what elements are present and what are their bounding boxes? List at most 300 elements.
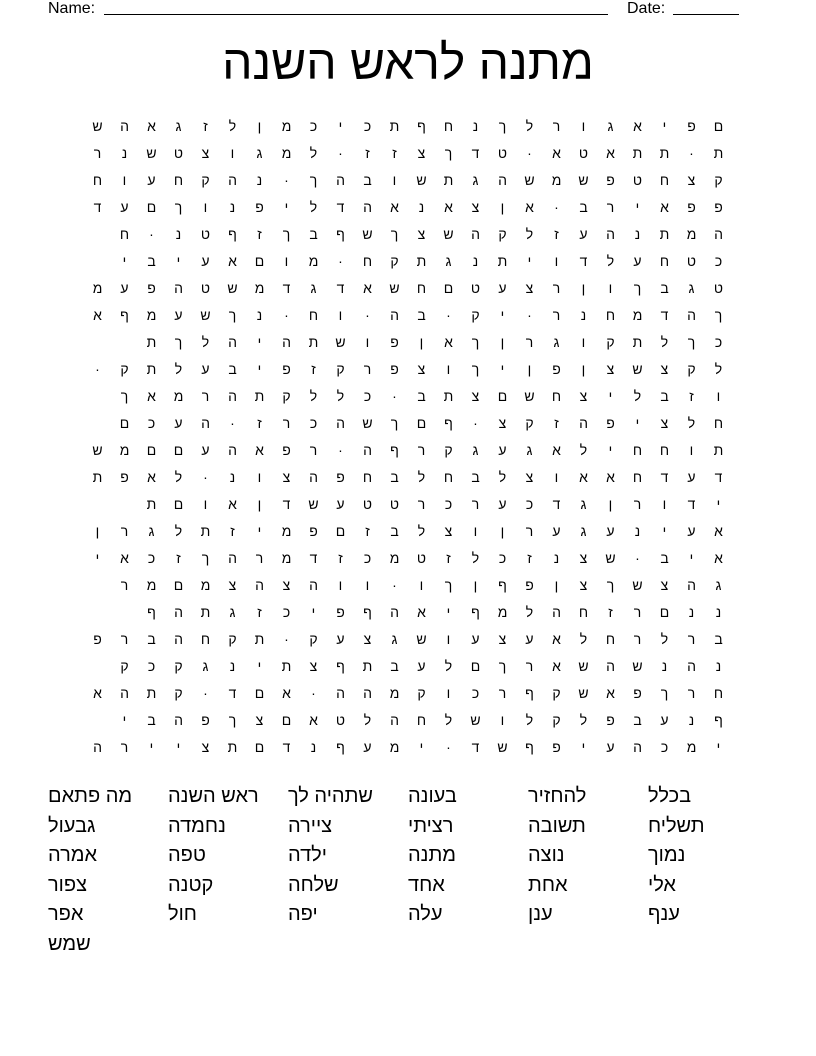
grid-letter[interactable]: ף [390,442,399,458]
grid-letter[interactable]: ר [201,388,210,404]
grid-letter[interactable]: ד [309,550,318,566]
grid-letter[interactable]: א [714,523,723,539]
grid-letter[interactable]: ך [309,172,318,188]
grid-letter[interactable]: צ [471,199,480,215]
grid-letter[interactable]: ב [660,280,669,296]
grid-letter[interactable]: ך [120,388,129,404]
grid-letter[interactable]: מ [686,739,697,755]
grid-letter[interactable]: מ [119,442,130,458]
grid-letter[interactable]: ה [228,334,237,350]
grid-letter[interactable]: ל [498,469,507,485]
grid-letter[interactable]: נ [472,118,479,134]
grid-letter[interactable]: ח [119,226,130,242]
grid-letter[interactable]: ט [200,226,211,242]
grid-letter[interactable]: ש [362,226,373,242]
grid-letter[interactable]: ר [525,334,534,350]
grid-letter[interactable]: י [635,415,640,431]
grid-letter[interactable]: נ [229,658,236,674]
grid-letter[interactable]: ק [120,658,129,674]
grid-letter[interactable]: · [446,307,451,323]
grid-letter[interactable]: ה [687,658,696,674]
grid-letter[interactable]: ף [471,604,480,620]
grid-letter[interactable]: צ [363,631,372,647]
grid-letter[interactable]: א [228,496,237,512]
grid-letter[interactable]: י [122,712,127,728]
grid-letter[interactable]: ח [362,253,373,269]
grid-letter[interactable]: ה [390,712,399,728]
grid-letter[interactable]: ב [471,469,480,485]
grid-letter[interactable]: ל [201,334,210,350]
grid-letter[interactable]: י [716,739,721,755]
grid-letter[interactable]: ח [416,280,427,296]
grid-letter[interactable]: ש [578,685,589,701]
grid-letter[interactable]: ן [527,361,532,377]
grid-letter[interactable]: פ [633,685,642,701]
grid-letter[interactable]: ח [443,469,454,485]
grid-letter[interactable]: א [552,631,561,647]
grid-letter[interactable]: ר [417,496,426,512]
grid-letter[interactable]: ת [200,604,211,620]
grid-letter[interactable]: ה [120,118,129,134]
grid-letter[interactable]: צ [660,415,669,431]
grid-letter[interactable]: ו [500,712,505,728]
grid-letter[interactable]: נ [121,145,128,161]
grid-letter[interactable]: ם [659,604,670,620]
grid-letter[interactable]: ק [552,712,561,728]
grid-letter[interactable]: נ [553,550,560,566]
grid-letter[interactable]: כ [714,334,723,350]
grid-letter[interactable]: · [392,388,397,404]
grid-letter[interactable]: ק [525,415,534,431]
grid-letter[interactable]: י [689,550,694,566]
grid-letter[interactable]: ם [713,118,724,134]
grid-letter[interactable]: ר [120,577,129,593]
grid-letter[interactable]: ש [146,145,157,161]
grid-letter[interactable]: ו [446,685,451,701]
grid-letter[interactable]: מ [389,685,400,701]
grid-letter[interactable]: · [635,550,640,566]
grid-letter[interactable]: ד [93,199,102,215]
grid-letter[interactable]: ל [309,388,318,404]
grid-letter[interactable]: ט [416,550,427,566]
grid-letter[interactable]: ש [524,172,535,188]
grid-letter[interactable]: ה [174,280,183,296]
grid-letter[interactable]: ך [228,307,237,323]
grid-letter[interactable]: א [444,199,453,215]
grid-letter[interactable]: ז [554,226,559,242]
grid-letter[interactable]: ד [228,685,237,701]
grid-letter[interactable]: ג [688,280,695,296]
grid-letter[interactable]: ע [201,442,210,458]
grid-letter[interactable]: צ [201,145,210,161]
grid-letter[interactable]: · [284,172,289,188]
grid-letter[interactable]: ט [362,496,373,512]
grid-letter[interactable]: ד [282,280,291,296]
grid-letter[interactable]: ז [554,415,559,431]
grid-letter[interactable]: ל [228,118,237,134]
grid-letter[interactable]: ם [254,739,265,755]
grid-letter[interactable]: י [257,523,262,539]
grid-letter[interactable]: ב [417,388,426,404]
grid-letter[interactable]: פ [336,469,345,485]
grid-letter[interactable]: נ [634,226,641,242]
grid-letter[interactable]: ו [554,469,559,485]
grid-letter[interactable]: א [147,388,156,404]
grid-letter[interactable]: ן [608,496,613,512]
grid-letter[interactable]: ז [338,550,343,566]
grid-letter[interactable]: ח [713,685,724,701]
grid-letter[interactable]: מ [92,280,103,296]
grid-letter[interactable]: מ [254,280,265,296]
grid-letter[interactable]: ם [281,712,292,728]
grid-letter[interactable]: ב [390,523,399,539]
grid-letter[interactable]: ל [525,604,534,620]
grid-letter[interactable]: ף [444,415,453,431]
grid-letter[interactable]: ו [716,388,721,404]
grid-letter[interactable]: י [95,550,100,566]
grid-letter[interactable]: ר [525,658,534,674]
grid-letter[interactable]: כ [714,253,723,269]
grid-letter[interactable]: ר [120,739,129,755]
grid-letter[interactable]: ח [713,415,724,431]
grid-letter[interactable]: ה [552,604,561,620]
grid-letter[interactable]: ו [284,253,289,269]
grid-letter[interactable]: כ [363,550,372,566]
grid-letter[interactable]: ק [201,172,210,188]
grid-letter[interactable]: ג [229,604,236,620]
grid-letter[interactable]: ה [336,172,345,188]
grid-letter[interactable]: ה [228,550,237,566]
grid-letter[interactable]: י [176,253,181,269]
grid-letter[interactable]: ם [173,496,184,512]
grid-letter[interactable]: ך [228,712,237,728]
grid-letter[interactable]: ק [309,631,318,647]
grid-letter[interactable]: א [390,199,399,215]
grid-letter[interactable]: פ [93,631,102,647]
grid-letter[interactable]: ב [228,361,237,377]
grid-letter[interactable]: ג [148,523,155,539]
grid-letter[interactable]: ע [633,253,642,269]
grid-letter[interactable]: א [120,550,129,566]
grid-letter[interactable]: ף [498,577,507,593]
grid-letter[interactable]: ט [200,280,211,296]
grid-letter[interactable]: · [203,469,208,485]
grid-letter[interactable]: ל [579,631,588,647]
grid-letter[interactable]: ה [174,712,183,728]
grid-letter[interactable]: פ [552,361,561,377]
grid-letter[interactable]: כ [444,496,453,512]
grid-letter[interactable]: ט [389,496,400,512]
grid-letter[interactable]: צ [201,739,210,755]
grid-letter[interactable]: ם [443,280,454,296]
grid-letter[interactable]: ש [632,658,643,674]
grid-letter[interactable]: א [525,199,534,215]
grid-letter[interactable]: ת [227,739,238,755]
grid-letter[interactable]: צ [417,226,426,242]
grid-letter[interactable]: ע [606,523,615,539]
grid-letter[interactable]: · [365,307,370,323]
grid-letter[interactable]: ז [176,550,181,566]
grid-letter[interactable]: י [662,523,667,539]
grid-letter[interactable]: ך [174,199,183,215]
grid-letter[interactable]: ז [365,523,370,539]
grid-letter[interactable]: ג [175,118,182,134]
grid-letter[interactable]: ק [282,388,291,404]
grid-letter[interactable]: צ [282,577,291,593]
grid-letter[interactable]: ה [282,334,291,350]
grid-letter[interactable]: א [93,307,102,323]
grid-letter[interactable]: ע [471,631,480,647]
grid-letter[interactable]: כ [309,118,318,134]
grid-letter[interactable]: ג [445,253,452,269]
grid-letter[interactable]: ע [687,523,696,539]
grid-letter[interactable]: ך [498,118,507,134]
grid-letter[interactable]: י [500,361,505,377]
grid-letter[interactable]: ק [390,253,399,269]
grid-letter[interactable]: נ [580,307,587,323]
grid-letter[interactable]: ק [606,334,615,350]
grid-letter[interactable]: ל [444,658,453,674]
grid-letter[interactable]: ג [391,631,398,647]
grid-letter[interactable]: ר [471,496,480,512]
grid-letter[interactable]: ח [659,172,670,188]
grid-letter[interactable]: ו [203,199,208,215]
grid-letter[interactable]: צ [255,712,264,728]
grid-letter[interactable]: ן [554,577,559,593]
grid-letter[interactable]: ט [578,145,589,161]
grid-letter[interactable]: ה [336,415,345,431]
grid-letter[interactable]: א [147,118,156,134]
grid-letter[interactable]: · [689,145,694,161]
grid-letter[interactable]: כ [147,415,156,431]
grid-letter[interactable]: א [282,685,291,701]
grid-letter[interactable]: נ [229,469,236,485]
grid-letter[interactable]: ר [687,631,696,647]
grid-letter[interactable]: ך [282,226,291,242]
grid-letter[interactable]: צ [417,361,426,377]
grid-letter[interactable]: צ [525,469,534,485]
grid-letter[interactable]: ג [715,577,722,593]
grid-letter[interactable]: צ [606,361,615,377]
grid-letter[interactable]: ח [659,442,670,458]
grid-letter[interactable]: מ [281,145,292,161]
grid-letter[interactable]: ש [416,172,427,188]
grid-letter[interactable]: ע [606,739,615,755]
grid-letter[interactable]: ר [687,685,696,701]
grid-letter[interactable]: ש [497,739,508,755]
grid-letter[interactable]: צ [660,577,669,593]
grid-letter[interactable]: י [257,361,262,377]
grid-letter[interactable]: ק [444,442,453,458]
grid-letter[interactable]: מ [146,577,157,593]
grid-letter[interactable]: פ [120,469,129,485]
grid-letter[interactable]: ד [714,469,723,485]
grid-letter[interactable]: ר [309,442,318,458]
grid-letter[interactable]: ר [525,523,534,539]
grid-letter[interactable]: ת [713,442,724,458]
grid-letter[interactable]: ע [120,280,129,296]
grid-letter[interactable]: · [203,685,208,701]
grid-letter[interactable]: א [606,685,615,701]
grid-letter[interactable]: מ [389,739,400,755]
name-field-line[interactable] [104,14,608,15]
grid-letter[interactable]: ת [146,361,157,377]
grid-letter[interactable]: ת [200,523,211,539]
grid-letter[interactable]: ף [336,226,345,242]
grid-letter[interactable]: ט [497,145,508,161]
grid-letter[interactable]: ג [472,172,479,188]
grid-letter[interactable]: ל [336,388,345,404]
grid-letter[interactable]: מ [389,550,400,566]
grid-letter[interactable]: ב [147,253,156,269]
grid-letter[interactable]: ת [659,145,670,161]
grid-letter[interactable]: ת [443,388,454,404]
grid-letter[interactable]: ר [633,631,642,647]
grid-letter[interactable]: ג [256,145,263,161]
grid-letter[interactable]: מ [686,226,697,242]
grid-letter[interactable]: פ [255,199,264,215]
grid-letter[interactable]: ג [202,658,209,674]
grid-letter[interactable]: ת [632,145,643,161]
grid-letter[interactable]: ם [254,685,265,701]
grid-letter[interactable]: ר [120,523,129,539]
grid-letter[interactable]: צ [687,172,696,188]
grid-letter[interactable]: ל [525,226,534,242]
grid-letter[interactable]: פ [282,361,291,377]
grid-letter[interactable]: ר [417,442,426,458]
grid-letter[interactable]: · [338,442,343,458]
grid-letter[interactable]: ה [390,307,399,323]
grid-letter[interactable]: צ [525,280,534,296]
grid-letter[interactable]: כ [363,388,372,404]
grid-letter[interactable]: פ [606,712,615,728]
grid-letter[interactable]: א [444,334,453,350]
grid-letter[interactable]: ל [525,712,534,728]
grid-letter[interactable]: כ [147,658,156,674]
grid-letter[interactable]: ז [689,388,694,404]
grid-letter[interactable]: נ [634,523,641,539]
grid-letter[interactable]: ה [309,469,318,485]
grid-letter[interactable]: ך [444,145,453,161]
grid-letter[interactable]: י [257,334,262,350]
grid-letter[interactable]: · [554,199,559,215]
grid-letter[interactable]: ע [147,172,156,188]
grid-letter[interactable]: ת [497,253,508,269]
grid-letter[interactable]: צ [579,577,588,593]
grid-letter[interactable]: צ [309,658,318,674]
grid-letter[interactable]: ח [632,469,643,485]
grid-letter[interactable]: · [284,631,289,647]
grid-letter[interactable]: ו [203,496,208,512]
grid-letter[interactable]: י [608,388,613,404]
grid-letter[interactable]: ח [632,442,643,458]
grid-letter[interactable]: ע [525,631,534,647]
grid-letter[interactable]: כ [282,604,291,620]
grid-letter[interactable]: צ [282,469,291,485]
grid-letter[interactable]: ף [336,658,345,674]
grid-letter[interactable]: ך [498,658,507,674]
grid-letter[interactable]: ע [498,496,507,512]
grid-letter[interactable]: ג [607,118,614,134]
grid-letter[interactable]: ש [389,280,400,296]
grid-letter[interactable]: ו [338,307,343,323]
grid-letter[interactable]: ה [579,415,588,431]
grid-letter[interactable]: ז [392,145,397,161]
grid-letter[interactable]: נ [256,307,263,323]
grid-letter[interactable]: י [284,199,289,215]
grid-letter[interactable]: צ [579,550,588,566]
grid-letter[interactable]: ק [174,658,183,674]
grid-letter[interactable]: ך [606,577,615,593]
grid-letter[interactable]: ק [687,361,696,377]
grid-letter[interactable]: נ [688,712,695,728]
grid-letter[interactable]: ך [390,226,399,242]
grid-letter[interactable]: ב [390,469,399,485]
grid-letter[interactable]: · [149,226,154,242]
grid-letter[interactable]: ך [444,577,453,593]
grid-letter[interactable]: ל [174,361,183,377]
grid-letter[interactable]: ח [605,307,616,323]
grid-letter[interactable]: צ [579,388,588,404]
grid-letter[interactable]: ה [633,739,642,755]
grid-letter[interactable]: א [552,658,561,674]
grid-letter[interactable]: י [581,739,586,755]
grid-letter[interactable]: ג [310,280,317,296]
grid-letter[interactable]: ל [579,442,588,458]
grid-letter[interactable]: ו [419,577,424,593]
grid-letter[interactable]: ע [174,415,183,431]
grid-letter[interactable]: ו [554,253,559,269]
grid-letter[interactable]: ב [714,631,723,647]
grid-letter[interactable]: נ [418,199,425,215]
grid-letter[interactable]: ך [660,685,669,701]
grid-letter[interactable]: ק [228,631,237,647]
grid-letter[interactable]: ע [201,253,210,269]
grid-letter[interactable]: · [338,145,343,161]
grid-letter[interactable]: ר [363,361,372,377]
grid-letter[interactable]: ג [526,442,533,458]
grid-letter[interactable]: י [338,118,343,134]
grid-letter[interactable]: ה [714,226,723,242]
grid-letter[interactable]: ג [553,334,560,350]
grid-letter[interactable]: ה [336,685,345,701]
grid-letter[interactable]: ך [633,280,642,296]
grid-letter[interactable]: ך [174,334,183,350]
grid-letter[interactable]: י [311,604,316,620]
grid-letter[interactable]: ש [362,415,373,431]
grid-letter[interactable]: י [149,739,154,755]
grid-letter[interactable]: ג [580,496,587,512]
grid-letter[interactable]: · [473,415,478,431]
grid-letter[interactable]: ש [416,631,427,647]
grid-letter[interactable]: ט [632,172,643,188]
grid-letter[interactable]: נ [472,253,479,269]
grid-letter[interactable]: ז [257,415,262,431]
grid-letter[interactable]: צ [660,361,669,377]
grid-letter[interactable]: ח [200,631,211,647]
grid-letter[interactable]: י [635,199,640,215]
grid-letter[interactable]: נ [688,604,695,620]
grid-letter[interactable]: ד [282,496,291,512]
grid-letter[interactable]: ל [309,145,318,161]
grid-letter[interactable]: ו [392,172,397,188]
grid-letter[interactable]: ע [120,199,129,215]
grid-letter[interactable]: ם [416,415,427,431]
grid-letter[interactable]: מ [308,253,319,269]
grid-letter[interactable]: י [527,253,532,269]
grid-letter[interactable]: ח [173,172,184,188]
grid-letter[interactable]: ם [146,442,157,458]
